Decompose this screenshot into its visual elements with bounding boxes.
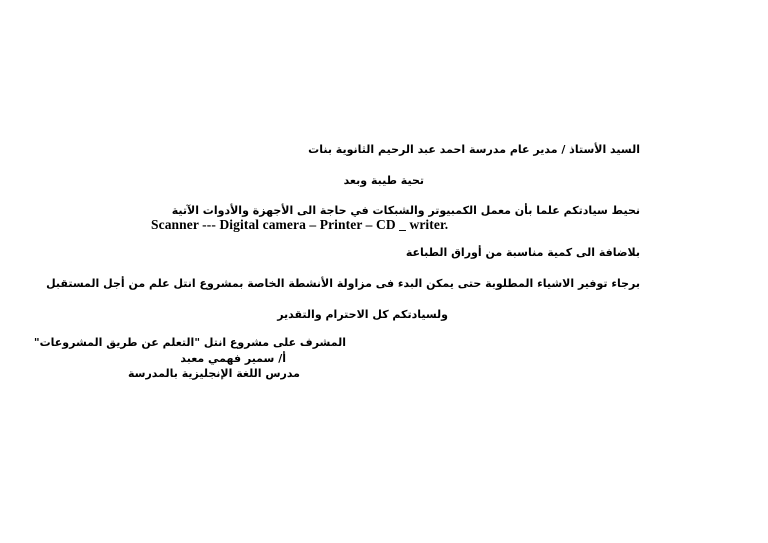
request-line: برجاء توفير الاشياء المطلوبة حتى يمكن البدء فى مزاولة الأنشطة الخاصة بمشروع انتل علم من أجل المستقبل (46, 277, 640, 290)
greeting-line: تحية طيبة وبعد (343, 174, 424, 187)
addition-line: بلاضافة الى كمية مناسبة من أوراق الطباعة (405, 246, 640, 259)
equipment-line: Scanner --- Digital camera – Printer – CD _ writer. (151, 217, 449, 232)
closing-line: ولسيادتكم كل الاحترام والتقدير (277, 308, 448, 321)
signature-role: المشرف على مشروع انتل "التعلم عن طريق المشروعات" (33, 336, 346, 349)
signature-title: مدرس اللغة الإنجليزية بالمدرسة (127, 367, 300, 380)
intro-line: نحيط سيادتكم علما بأن معمل الكمبيوتر والشبكات في حاجة الى الأجهزة والأدوات الآتية (171, 204, 640, 217)
salutation-line: السيد الأستاذ / مدير عام مدرسة احمد عبد الرحيم الثانوية بنات (308, 143, 640, 156)
signature-name: أ/ سمير فهمي معبد (180, 352, 286, 365)
